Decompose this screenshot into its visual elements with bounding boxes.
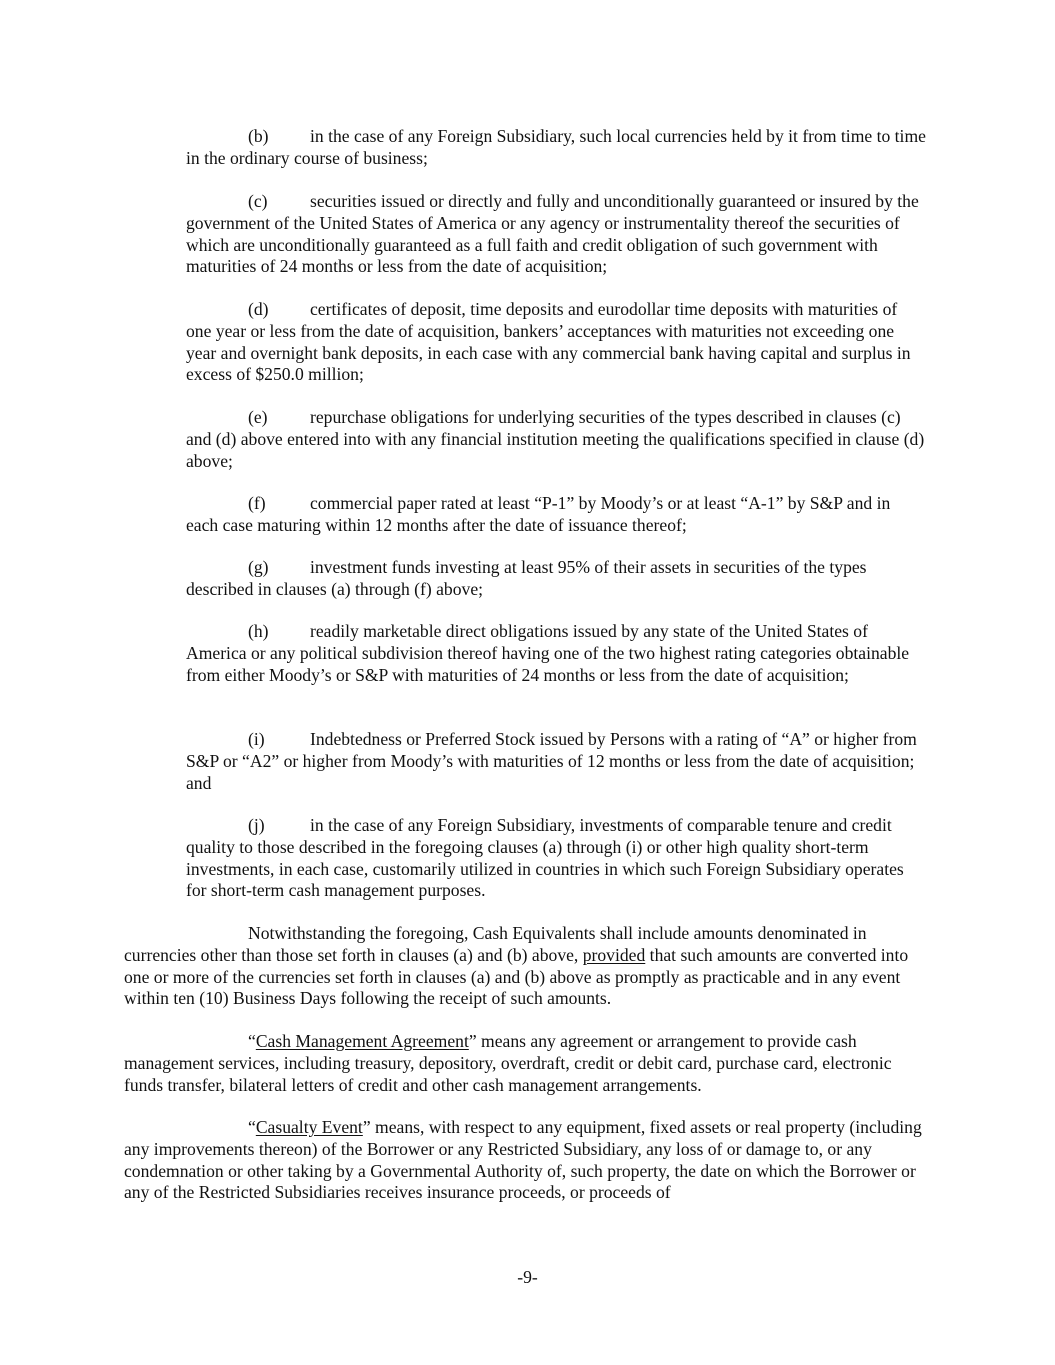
clause-f [186,493,926,537]
clause-i [186,729,926,794]
defined-term: Casualty Event [255,1117,363,1137]
clause-text: repurchase obligations for underlying securities of the types described in clauses (c) and (d) above entered into with any financial institution meeting the qualifications specified in clause (d) above; [186,407,925,471]
clause-g [186,557,926,601]
clause-label: (e) [248,407,268,427]
clause-text: securities issued or directly and fully and unconditionally guaranteed or insured by the government of the United States of America or any agency or instrumentality thereof the securities of which are unconditionally guaranteed as a full faith and credit obligation of such government with maturities of 24 months or less from the date of acquisition; [186,191,919,277]
clause-label: (i) [248,729,265,749]
paragraph-text: Notwithstanding the foregoing, Cash Equivalents shall include amounts denominated in currencies other than those set forth in clauses (a) and (b) above, [124,923,867,965]
clause-h [186,621,926,686]
clause-label: (c) [248,191,268,211]
provided-term: provided [582,944,646,965]
clause-d [186,299,926,386]
definition-text: ” means any agreement or arrangement to provide cash management services, including treasury, depository, overdraft, credit or debit card, purchase card, electronic funds transfer, bilateral letters of credit and other cash management arrangements. [124,1031,892,1095]
clause-text: commercial paper rated at least “P-1” by Moody’s or at least “A-1” by S&P and in each case maturing within 12 months after the date of issuance thereof; [186,493,891,535]
clause-text: in the case of any Foreign Subsidiary, investments of comparable tenure and credit quality to those described in the foregoing clauses (a) through (i) or other high quality short-term investments, in each case, customarily utilized in countries in which such Foreign Subsidiary operates for short-term cash management purposes. [186,815,904,901]
clause-label: (j) [248,815,265,835]
clause-label: (h) [248,621,269,641]
clause-text: readily marketable direct obligations issued by any state of the United States of America or any political subdivision thereof having one of the two highest rating categories obtainable from either Moody’s or S&P with maturities of 24 months or less from the date of acquisition; [186,621,910,685]
open-quote: “ [248,1117,256,1137]
clause-label: (d) [248,299,269,319]
paragraph-text: that such amounts are converted into one or more of the currencies set forth in clauses (a) and (b) above as promptly as practicable and in any event within ten (10) Business Days following the receipt of such amounts. [124,944,909,1009]
clause-label: (f) [248,493,266,513]
clause-c [186,191,926,278]
clause-label: (b) [248,126,269,146]
clause-j [186,815,926,902]
definition-text: ” means, with respect to any equipment, fixed assets or real property (including any improvements thereon) of the Borrower or any Restricted Subsidiary, any loss of or damage to, or any condemnation or other taking by a Governmental Authority of, such property, the date on which the Borrower or any of the Restricted Subsidiaries receives insurance proceeds, or proceeds of [124,1117,922,1203]
clause-b [186,126,926,170]
clause-label: (g) [248,557,269,577]
clause-e [186,407,926,472]
cash-management-agreement-definition [124,1031,924,1096]
open-quote: “ [248,1031,256,1051]
notwithstanding-paragraph [124,923,924,1010]
clause-text: investment funds investing at least 95% of their assets in securities of the types described in clauses (a) through (f) above; [186,557,867,599]
clause-text: in the case of any Foreign Subsidiary, such local currencies held by it from time to time in the ordinary course of business; [186,126,926,168]
page-number: -9- [517,1267,538,1287]
casualty-event-definition [124,1117,924,1204]
defined-term: Cash Management Agreement [255,1031,469,1051]
clause-text: Indebtedness or Preferred Stock issued by Persons with a rating of “A” or higher from S&P or “A2” or higher from Moody’s with maturities of 12 months or less from the date of acquisition; and [186,729,917,793]
clause-text: certificates of deposit, time deposits and eurodollar time deposits with maturities of one year or less from the date of acquisition, bankers’ acceptances with maturities not exceeding one year and overnight bank deposits, in each case with any commercial bank having capital and surplus in excess of $250.0 million; [186,299,911,385]
